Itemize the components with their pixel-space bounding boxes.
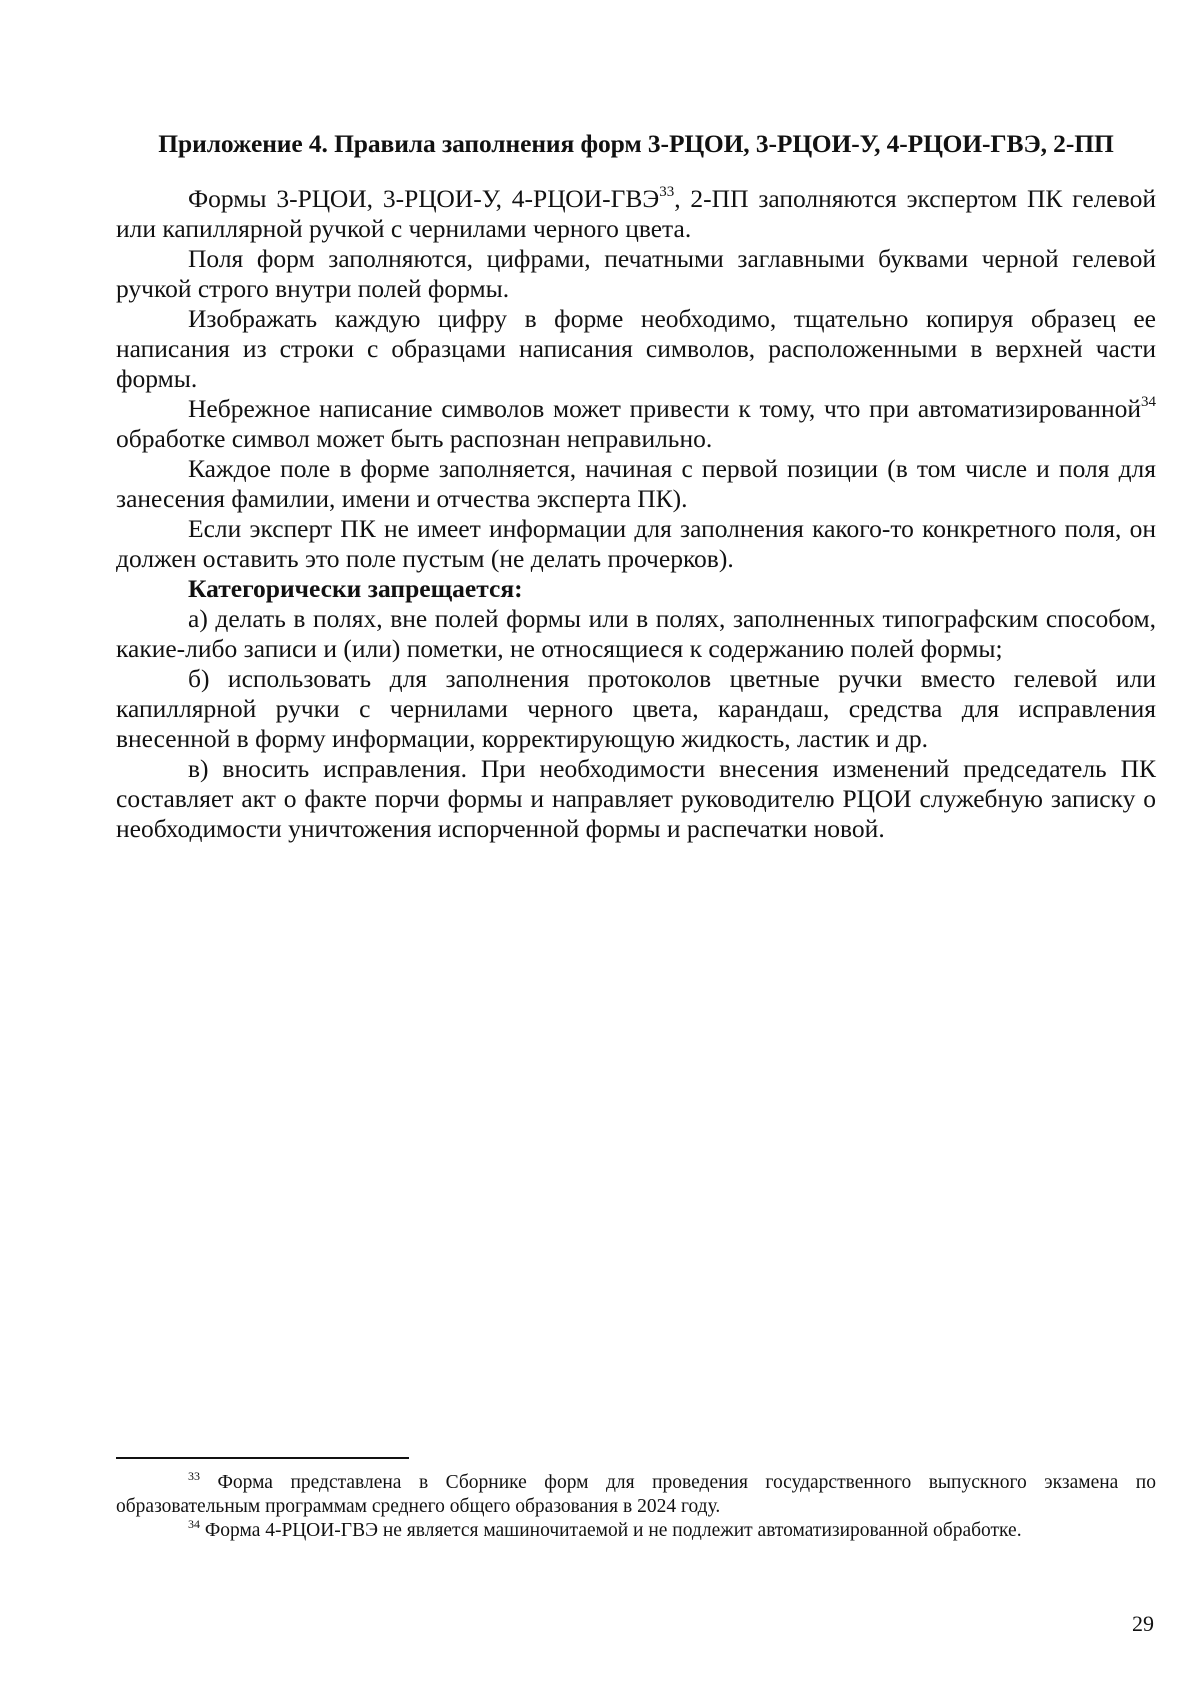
page-heading: Приложение 4. Правила заполнения форм 3-РЦОИ, 3-РЦОИ-У, 4-РЦОИ-ГВЭ, 2-ПП bbox=[158, 129, 1114, 158]
footnote-separator bbox=[116, 1457, 409, 1459]
paragraph-each-field: Каждое поле в форме заполняется, начиная с первой позиции (в том числе и поля для занесения фамилии, имени и отчества эксперта ПК). bbox=[116, 454, 1156, 513]
footnote-ref-34[interactable]: 34 bbox=[1141, 393, 1156, 410]
footnotes bbox=[116, 1468, 1156, 1543]
footnote-number: 34 bbox=[188, 1516, 200, 1531]
main-content bbox=[116, 128, 1156, 844]
footnote-34 bbox=[116, 1516, 1156, 1543]
paragraph-text: Формы 3-РЦОИ, 3-РЦОИ-У, 4-РЦОИ-ГВЭ bbox=[188, 184, 660, 213]
paragraph-rule-b: б) использовать для заполнения протоколов цветные ручки вместо гелевой или капиллярной ручки с чернилами черного цвета, карандаш, средства для исправления внесенной в форму информации, корректирующую жидкость, ластик и др. bbox=[116, 664, 1156, 753]
paragraph-text: обработке символ может быть распознан неправильно. bbox=[116, 424, 713, 453]
footnote-text: Форма представлена в Сборнике форм для проведения государственного выпускного экзамена по образовательным программам среднего общего образования в 2024 году. bbox=[116, 1472, 1156, 1517]
paragraph-fields-filled: Поля форм заполняются, цифрами, печатными заглавными буквами черной гелевой ручкой строго внутри полей формы. bbox=[116, 244, 1156, 303]
paragraph-prohibited-heading: Категорически запрещается: bbox=[188, 574, 523, 603]
footnote-ref-33[interactable]: 33 bbox=[659, 183, 675, 200]
footnote-33 bbox=[116, 1468, 1156, 1519]
paragraph-forms-filled bbox=[116, 184, 1156, 244]
paragraph-text: Небрежное написание символов может привести к тому, что при автоматизированной bbox=[188, 394, 1141, 423]
footnote-text: Форма 4-РЦОИ-ГВЭ не является машиночитаемой и не подлежит автоматизированной обработке. bbox=[200, 1520, 1022, 1541]
paragraph-digits: Изображать каждую цифру в форме необходимо, тщательно копируя образец ее написания из строки с образцами написания символов, расположенными в верхней части формы. bbox=[116, 304, 1156, 393]
page-number: 29 bbox=[1132, 1611, 1154, 1636]
paragraph-text: , 2-ПП заполняются экспертом ПК гелевой или капиллярной ручкой с чернилами черного цвета. bbox=[116, 184, 1156, 243]
paragraph-rule-a: а) делать в полях, вне полей формы или в полях, заполненных типографским способом, какие-либо записи и (или) пометки, не относящиеся к содержанию полей формы; bbox=[116, 604, 1156, 663]
paragraph-no-info: Если эксперт ПК не имеет информации для заполнения какого-то конкретного поля, он должен оставить это поле пустым (не делать прочерков). bbox=[116, 514, 1156, 573]
paragraph-rule-c: в) вносить исправления. При необходимости внесения изменений председатель ПК составляет акт о факте порчи формы и направляет руководителю РЦОИ служебную записку о необходимости уничтожения испорченной формы и распечатки новой. bbox=[116, 754, 1156, 843]
paragraph-careless-writing bbox=[116, 394, 1156, 454]
footnote-number: 33 bbox=[188, 1468, 200, 1483]
